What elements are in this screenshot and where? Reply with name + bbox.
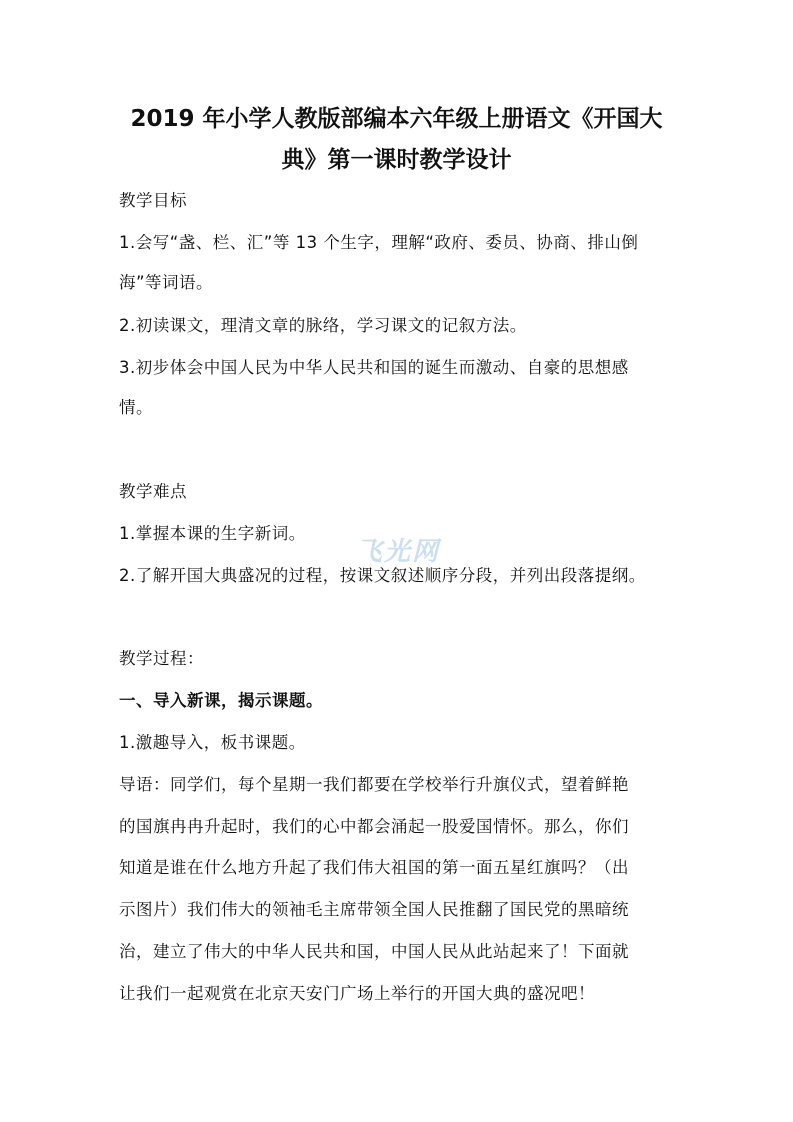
objective-item-2: 2.初读课文，理清文章的脉络，学习课文的记叙方法。 [119, 316, 527, 335]
objectives-heading: 教学目标 [119, 191, 187, 210]
intro-paragraph-line: 导语：同学们，每个星期一我们都要在学校举行升旗仪式，望着鲜艳 [119, 775, 629, 794]
process-heading: 教学过程： [119, 649, 204, 668]
intro-paragraph-line: 示图片）我们伟大的领袖毛主席带领全国人民推翻了国民党的黑暗统 [119, 900, 629, 919]
process-step-1: 1.激趣导入，板书课题。 [119, 733, 306, 752]
intro-paragraph-line: 的国旗冉冉升起时，我们的心中都会涌起一股爱国情怀。那么，你们 [119, 817, 629, 836]
objective-item-3-line-2: 情。 [119, 398, 153, 417]
document-title-line-2: 典》第一课时教学设计 [281, 147, 512, 173]
objective-item-1-line-1: 1.会写“盏、栏、汇”等 13 个生字，理解“政府、委员、协商、排山倒 [119, 233, 639, 252]
objective-item-1-line-2: 海”等词语。 [119, 273, 214, 292]
difficulty-item-2: 2.了解开国大典盛况的过程，按课文叙述顺序分段，并列出段落提纲。 [119, 566, 646, 585]
process-section-1: 一、导入新课，揭示课题。 [119, 691, 323, 710]
difficulty-item-1: 1.掌握本课的生字新词。 [119, 524, 306, 543]
intro-paragraph-line: 让我们一起观赏在北京天安门广场上举行的开国大典的盛况吧！ [119, 984, 595, 1003]
intro-paragraph-line: 知道是谁在什么地方升起了我们伟大祖国的第一面五星红旗吗？（出 [119, 858, 629, 877]
intro-paragraph-line: 治，建立了伟大的中华人民共和国，中国人民从此站起来了！下面就 [119, 942, 629, 961]
objective-item-3-line-1: 3.初步体会中国人民为中华人民共和国的诞生而激动、自豪的思想感 [119, 358, 629, 377]
document-title-line-1: 2019 年小学人教版部编本六年级上册语文《开国大 [130, 106, 663, 132]
difficulties-heading: 教学难点 [119, 482, 187, 501]
watermark-logo: 飞光网 [356, 537, 441, 567]
